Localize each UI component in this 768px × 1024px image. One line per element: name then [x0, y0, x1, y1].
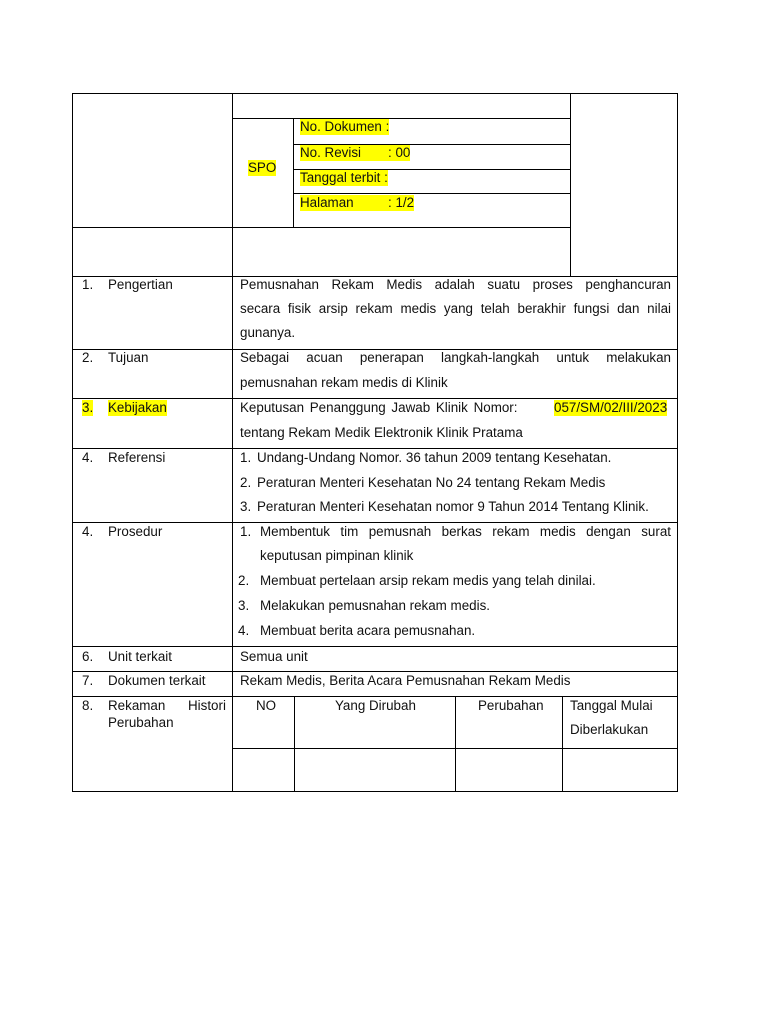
row-label-kebijakan: Kebijakan — [108, 400, 167, 415]
history-divider — [455, 696, 456, 791]
table-divider — [72, 227, 570, 228]
row-number: 6. — [82, 649, 94, 664]
row-divider — [72, 522, 678, 523]
prosedur-item-text: Membentuk tim pemusnah berkas rekam medis dengan surat — [260, 524, 671, 539]
kebijakan-text: Keputusan Penanggung Jawab Klinik Nomor: — [240, 400, 518, 415]
row-number: 4. — [82, 524, 94, 539]
no-revisi-label: No. Revisi — [300, 145, 362, 160]
referensi-item-text: Peraturan Menteri Kesehatan nomor 9 Tahun 2014 Tentang Klinik. — [257, 499, 649, 514]
tujuan-line: pemusnahan rekam medis di Klinik — [240, 375, 448, 390]
row-number: 4. — [82, 450, 94, 465]
prosedur-item-continuation: keputusan pimpinan klinik — [260, 548, 414, 563]
table-divider — [293, 118, 294, 227]
row-divider — [72, 646, 678, 647]
pengertian-line: secara fisik arsip rekam medis yang telah berakhir fungsi dan nilai — [240, 301, 671, 316]
prosedur-item-text: Membuat pertelaan arsip rekam medis yang telah dinilai. — [260, 573, 596, 588]
halaman-field — [300, 195, 414, 211]
row-divider — [72, 398, 678, 399]
row-divider — [72, 696, 678, 697]
kebijakan-line: tentang Rekam Medik Elektronik Klinik Pratama — [240, 425, 523, 440]
row-number: 7. — [82, 673, 94, 688]
history-divider — [562, 696, 563, 791]
row-label-unit-terkait: Unit terkait — [108, 649, 172, 664]
spo-label: SPO — [248, 160, 277, 175]
row-label-rekaman-c: Perubahan — [108, 715, 174, 730]
no-dokumen-label: No. Dokumen : — [300, 119, 390, 134]
history-col-tanggal: Tanggal Mulai — [570, 698, 653, 713]
row-divider — [72, 671, 678, 672]
pengertian-line: Pemusnahan Rekam Medis adalah suatu proses penghancuran — [240, 277, 671, 292]
history-divider — [232, 748, 678, 749]
referensi-item-number: 3. — [240, 499, 252, 514]
no-revisi-value: : 00 — [388, 145, 411, 160]
table-divider — [570, 93, 571, 277]
row-number: 8. — [82, 698, 94, 713]
tujuan-line: Sebagai acuan penerapan langkah-langkah untuk melakukan — [240, 350, 671, 365]
tanggal-terbit-label: Tanggal terbit : — [300, 170, 388, 185]
row-label-rekaman-b: Histori — [188, 698, 226, 713]
table-border — [72, 93, 678, 94]
referensi-item-text: Peraturan Menteri Kesehatan No 24 tentang Rekam Medis — [257, 475, 606, 490]
row-divider — [72, 448, 678, 449]
table-border — [72, 791, 678, 792]
row-label-rekaman-a: Rekaman — [108, 698, 166, 713]
prosedur-item-text: Melakukan pemusnahan rekam medis. — [260, 598, 490, 613]
table-divider — [232, 93, 233, 791]
kebijakan-number: 057/SM/02/III/2023 — [554, 400, 668, 415]
row-label-tujuan: Tujuan — [108, 350, 149, 365]
table-border — [677, 93, 678, 791]
table-divider — [232, 118, 570, 119]
prosedur-item-number: 1. — [240, 524, 252, 539]
no-revisi-field — [300, 145, 410, 161]
history-col-tanggal: Diberlakukan — [570, 722, 649, 737]
halaman-value: : 1/2 — [388, 195, 415, 210]
referensi-item-text: Undang-Undang Nomor. 36 tahun 2009 tentang Kesehatan. — [257, 450, 612, 465]
row-label-pengertian: Pengertian — [108, 277, 173, 292]
history-col-no: NO — [256, 698, 277, 713]
referensi-item-number: 2. — [240, 475, 252, 490]
row-number: 1. — [82, 277, 94, 292]
history-divider — [294, 696, 295, 791]
referensi-item-number: 1. — [240, 450, 252, 465]
prosedur-item-text: Membuat berita acara pemusnahan. — [260, 623, 476, 638]
row-label-prosedur: Prosedur — [108, 524, 163, 539]
table-border — [72, 93, 73, 791]
unit-terkait-value: Semua unit — [240, 649, 308, 664]
row-label-referensi: Referensi — [108, 450, 166, 465]
halaman-label: Halaman — [300, 195, 354, 210]
prosedur-item-number: 4. — [238, 623, 250, 638]
prosedur-item-number: 3. — [238, 598, 250, 613]
history-col-perubahan: Perubahan — [478, 698, 544, 713]
dokumen-terkait-value: Rekam Medis, Berita Acara Pemusnahan Rekam Medis — [240, 673, 571, 688]
row-number: 2. — [82, 350, 94, 365]
prosedur-item-number: 2. — [238, 573, 250, 588]
table-divider — [293, 193, 570, 194]
pengertian-line: gunanya. — [240, 325, 296, 340]
history-col-yang-dirubah: Yang Dirubah — [335, 698, 416, 713]
row-number: 3. — [82, 400, 94, 415]
row-label-dokumen-terkait: Dokumen terkait — [108, 673, 206, 688]
